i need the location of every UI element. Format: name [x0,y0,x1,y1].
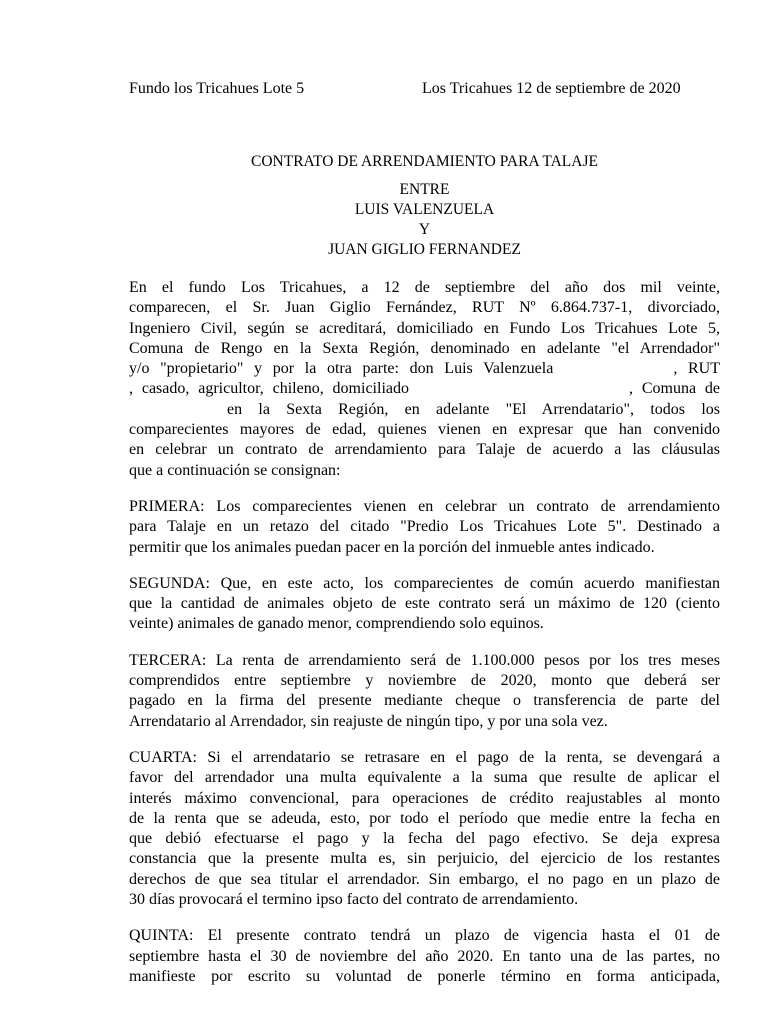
intro-line: que a continuación se consignan: [129,461,341,479]
clause-line: Arrendatario al Arrendador, sin reajuste de ningún tipo, y por una sola vez. [129,712,608,730]
clause-line: constancia que la presente multa es, sin perjuicio, del ejercicio de los restantes [129,850,720,868]
intro-line: en la Sexta Región, en adelante "El Arrendatario", todos los [227,400,720,418]
intro-line-part: , RUT [673,360,721,378]
title-y: Y [418,221,431,238]
intro-line-part: y/o "propietario" y por la otra parte: don Luis Valenzuela [129,360,554,378]
intro-line: en celebrar un contrato de arrendamiento para Talaje de acuerdo a las cláusulas [129,441,720,459]
clause-segunda [129,574,720,635]
clause-line: veinte) animales de ganado menor, comprendiendo solo equinos. [129,615,544,633]
intro-line: En el fundo Los Tricahues, a 12 de septiembre del año dos mil veinte, [129,279,720,296]
title-block [129,152,720,260]
clause-line: interés máximo convencional, para operaciones de crédito reajustables al monto [129,789,720,807]
clause-line: permitir que los animales puedan pacer en la porción del inmueble antes indicado. [129,538,655,556]
title-party-one: LUIS VALENZUELA [354,201,495,218]
clause-line: 30 días provocará el termino ipso facto del contrato de arrendamiento. [129,891,579,909]
clause-quinta [129,926,720,987]
intro-paragraph [129,278,720,481]
clause-line: derechos de que sea titular el arrendador. Sin embargo, el no pago en un plazo de [129,870,720,888]
clause-tercera [129,651,720,732]
intro-line: comparecen, el Sr. Juan Giglio Fernández, RUT Nº 6.864.737-1, divorciado, [129,299,720,317]
clause-line: de la renta que se adeuda, esto, por todo el período que medie entre la fecha en [129,809,720,827]
intro-line: Ingeniero Civil, según se acreditará, domiciliado en Fundo Los Tricahues Lote 5, [129,319,720,337]
clause-line: SEGUNDA: Que, en este acto, los comparecientes de común acuerdo manifiestan [129,574,720,592]
document-header [129,79,720,99]
intro-line: comparecientes mayores de edad, quienes vienen en expresar que han convenido [129,421,720,439]
clause-line: que la cantidad de animales objeto de este contrato será un máximo de 120 (ciento [129,595,720,613]
title-party-two: JUAN GIGLIO FERNANDEZ [328,241,521,258]
intro-line [129,379,720,399]
clause-line: septiembre hasta el 30 de noviembre del año 2020. En tanto una de las partes, no [129,947,720,965]
clause-cuarta [129,748,720,910]
clause-line: que debió efectuarse el pago y la fecha del pago efectivo. Se deja expresa [129,830,720,848]
header-date: Los Tricahues 12 de septiembre de 2020 [422,80,681,97]
intro-line-part: , casado, agricultor, chileno, domiciliado [129,380,409,398]
intro-line [129,359,720,379]
clause-line: pagado en la firma del presente mediante cheque o transferencia de parte del [129,692,720,710]
clause-line: PRIMERA: Los comparecientes vienen en celebrar un contrato de arrendamiento [129,497,720,515]
intro-line-part: , Comuna de [628,380,720,398]
clause-line: favor del arrendador una multa equivalente a la suma que resulte de aplicar el [129,769,720,787]
header-location: Fundo los Tricahues Lote 5 [129,80,305,97]
clause-line: manifieste por escrito su voluntad de ponerle término en forma anticipada, [129,967,720,985]
clause-primera [129,497,720,558]
clause-line: CUARTA: Si el arrendatario se retrasare en el pago de la renta, se devengará a [129,748,720,766]
clause-line: para Talaje en un retazo del citado "Predio Los Tricahues Lote 5". Destinado a [129,518,720,536]
clause-line: TERCERA: La renta de arrendamiento será de 1.100.000 pesos por los tres meses [129,651,720,669]
intro-line: Comuna de Rengo en la Sexta Región, denominado en adelante "el Arrendador" [129,339,720,357]
title-entre: ENTRE [399,181,450,198]
clause-line: QUINTA: El presente contrato tendrá un plazo de vigencia hasta el 01 de [129,927,720,945]
document-title: CONTRATO DE ARRENDAMIENTO PARA TALAJE [251,153,598,170]
clause-line: comprendidos entre septiembre y noviembre de 2020, monto que deberá ser [129,672,720,690]
